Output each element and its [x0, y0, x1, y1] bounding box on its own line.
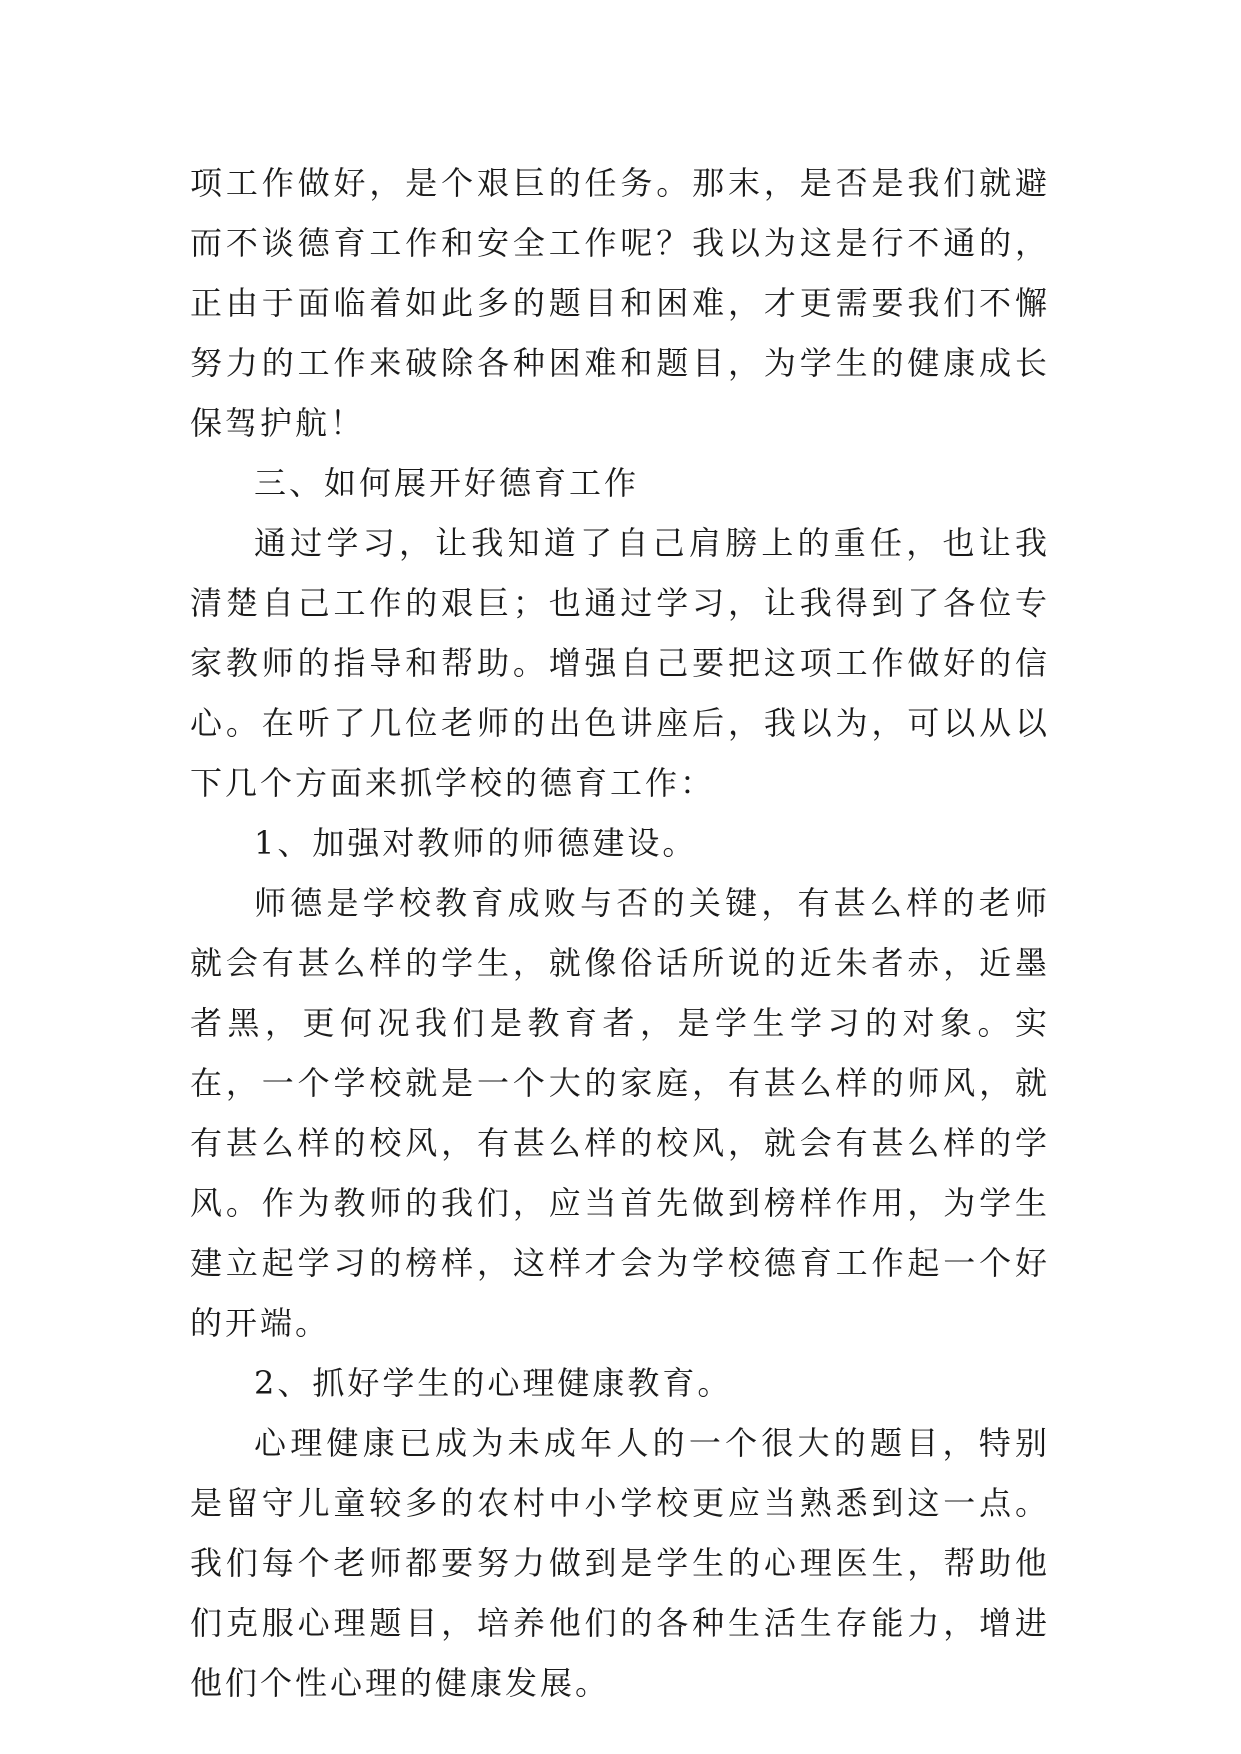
- document-page: [190, 153, 1050, 1713]
- section-heading-3: 三、如何展开好德育工作: [254, 464, 640, 502]
- subheading-2: 2、抓好学生的心理健康教育。: [254, 1364, 733, 1402]
- subheading-1: 1、加强对教师的师德建设。: [254, 824, 698, 862]
- paragraph-mental-health: 心理健康已成为未成年人的一个很大的题目，特别是留守儿童较多的农村中小学校更应当熟悉到这一点。我们每个老师都要努力做到是学生的心理医生，帮助他们克服心理题目，培养他们的各种生活生存能力，增进他们个性心理的健康发展。: [190, 1424, 1050, 1702]
- paragraph-intro: 通过学习，让我知道了自己肩膀上的重任，也让我清楚自己工作的艰巨；也通过学习，让我得到了各位专家教师的指导和帮助。增强自己要把这项工作做好的信心。在听了几位老师的出色讲座后，我以为，可以从以下几个方面来抓学校的德育工作：: [190, 524, 1050, 802]
- paragraph-continuation: 项工作做好，是个艰巨的任务。那末，是否是我们就避而不谈德育工作和安全工作呢？我以为这是行不通的，正由于面临着如此多的题目和困难，才更需要我们不懈努力的工作来破除各种困难和题目，为学生的健康成长保驾护航！: [190, 164, 1050, 442]
- paragraph-teacher-ethics: 师德是学校教育成败与否的关键，有甚么样的老师就会有甚么样的学生，就像俗话所说的近朱者赤，近墨者黑，更何况我们是教育者，是学生学习的对象。实在，一个学校就是一个大的家庭，有甚么样的师风，就有甚么样的校风，有甚么样的校风，就会有甚么样的学风。作为教师的我们，应当首先做到榜样作用，为学生建立起学习的榜样，这样才会为学校德育工作起一个好的开端。: [190, 884, 1050, 1342]
